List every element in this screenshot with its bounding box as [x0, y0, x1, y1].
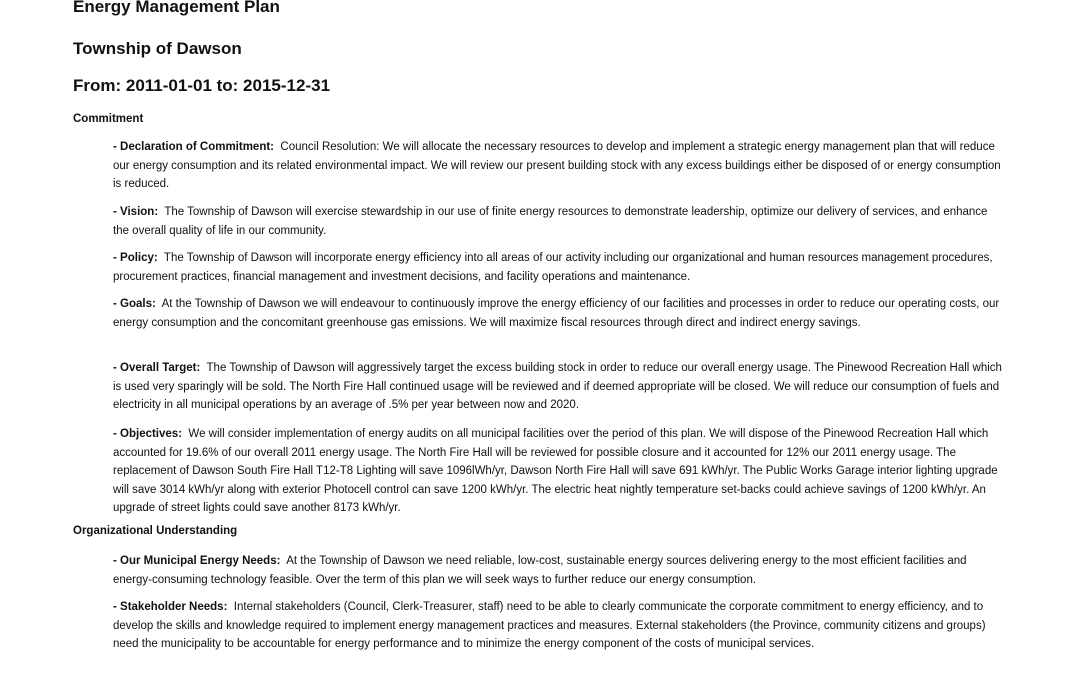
- paragraph-text: At the Township of Dawson we need reliable, low-cost, sustainable energy sources delivering energy to the most efficient facilities and energy-consuming technology feasible. Over the term of this plan we will seek ways to further reduce our energy consumption.: [113, 555, 967, 586]
- paragraph-text: Council Resolution: We will allocate the necessary resources to develop and implement a strategic energy management plan that will reduce our energy consumption and its related environmental impact. We will review our present building stock with any excess buildings either be disposed of or energy consumption is reduced.: [113, 141, 1001, 190]
- paragraph-vision: [113, 203, 1003, 240]
- paragraph-label: - Objectives:: [113, 428, 183, 440]
- paragraph-text: The Township of Dawson will aggressively target the excess building stock in order to reduce our overall energy usage. The Pinewood Recreation Hall which is used very sparingly will be sold. The North Fire Hall continued usage will be reviewed and if deemed appropriate will be closed. We will reduce our consumption of fuels and electricity in all municipal operations by an average of .5% per year between now and 2020.: [113, 362, 1002, 411]
- paragraph-text: Internal stakeholders (Council, Clerk-Treasurer, staff) need to be able to clearly communicate the corporate commitment to energy efficiency, and to develop the skills and knowledge required to implement energy management practices and measures. External stakeholders (the Province, community citizens and groups) need the municipality to be accountable for energy performance and to minimize the energy component of the costs of municipal services.: [113, 601, 986, 650]
- section-heading-organizational-understanding: Organizational Understanding: [73, 525, 238, 537]
- paragraph-text: We will consider implementation of energy audits on all municipal facilities over the period of this plan. We will dispose of the Pinewood Recreation Hall which accounted for 19.6% of our overall 2011 energy usage. The North Fire Hall will be reviewed for possible closure and it accounted for 12% our 2011 energy usage. The replacement of Dawson South Fire Hall T12-T8 Lighting will save 1096lWh/yr, Dawson North Fire Hall will save 691 kWh/yr. The Public Works Garage interior lighting upgrade will save 3014 kWh/yr along with exterior Photocell control can save 1200 kWh/yr. The electric heat nightly temperature set-backs could achieve savings of 1200 kWh/yr. An upgrade of street lights could save another 8173 kWh/yr.: [113, 428, 998, 514]
- paragraph-text: The Township of Dawson will exercise stewardship in our use of finite energy resources to demonstrate leadership, optimize our delivery of services, and enhance the overall quality of life in our community.: [113, 206, 988, 237]
- paragraph-stakeholder-needs: [113, 598, 1003, 654]
- paragraph-overall-target: [113, 359, 1003, 415]
- paragraph-label: - Vision:: [113, 206, 159, 218]
- paragraph-label: - Stakeholder Needs:: [113, 601, 228, 613]
- paragraph-label: - Overall Target:: [113, 362, 201, 374]
- paragraph-text: The Township of Dawson will incorporate energy efficiency into all areas of our activity including our organizational and human resources management procedures, procurement practices, financial management and investment decisions, and facility operations and maintenance.: [113, 252, 993, 283]
- paragraph-label: - Declaration of Commitment:: [113, 141, 275, 153]
- organization-name: Township of Dawson: [73, 39, 242, 58]
- paragraph-label: - Policy:: [113, 252, 158, 264]
- paragraph-goals: [113, 295, 1003, 332]
- paragraph-label: - Goals:: [113, 298, 156, 310]
- paragraph-policy: [113, 249, 1003, 286]
- paragraph-label: - Our Municipal Energy Needs:: [113, 555, 281, 567]
- paragraph-text: At the Township of Dawson we will endeavour to continuously improve the energy efficiency of our facilities and processes in order to reduce our operating costs, our energy consumption and the concomitant greenhouse gas emissions. We will maximize fiscal resources through direct and indirect energy savings.: [113, 298, 1000, 329]
- paragraph-objectives: [113, 425, 1003, 518]
- document-title: Energy Management Plan: [73, 0, 280, 16]
- plan-period: From: 2011-01-01 to: 2015-12-31: [73, 76, 331, 95]
- section-heading-commitment: Commitment: [73, 113, 144, 125]
- paragraph-municipal-energy-needs: [113, 552, 1003, 589]
- paragraph-declaration-of-commitment: [113, 138, 1003, 194]
